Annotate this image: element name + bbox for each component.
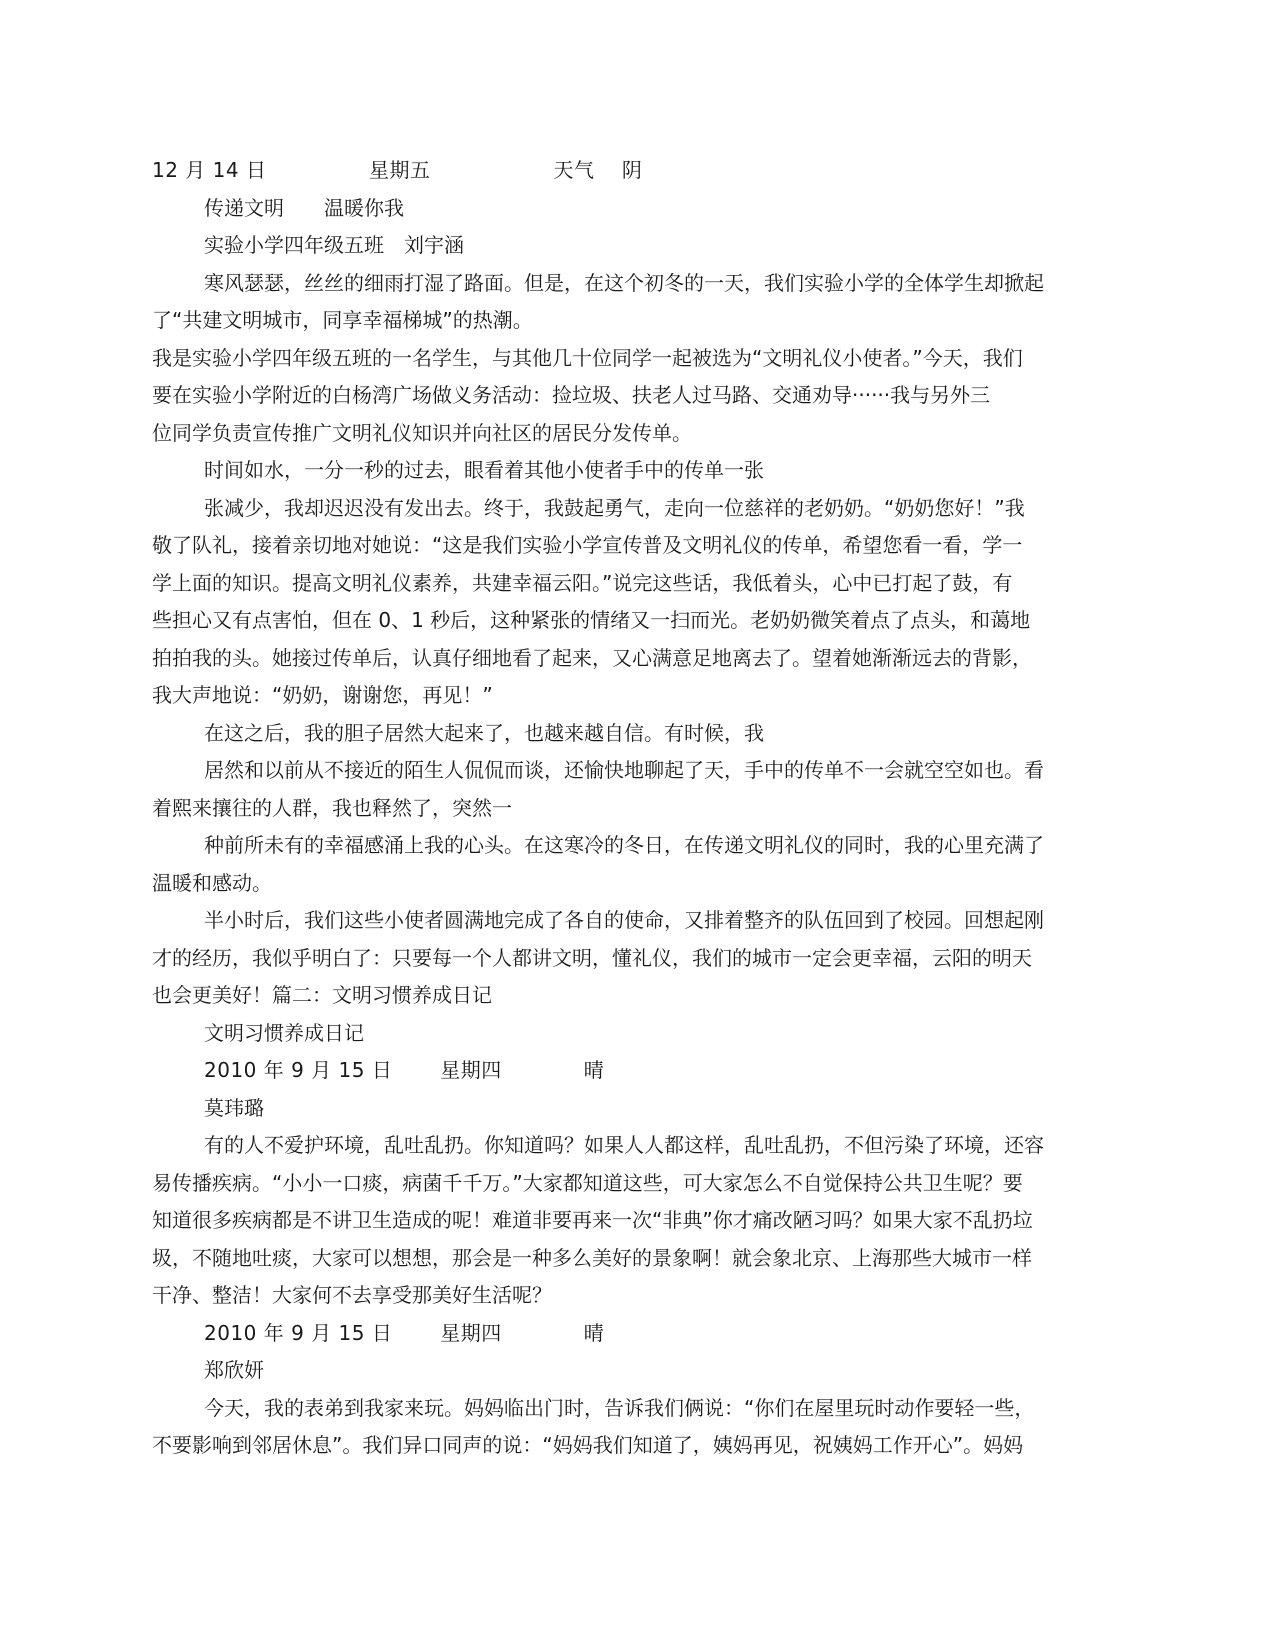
- section-title: 文明习惯养成日记: [204, 1020, 364, 1045]
- paragraph-line: 位同学负责宣传推广文明礼仪知识并向社区的居民分发传单。: [152, 420, 692, 445]
- paragraph-line: 敬了队礼，接着亲切地对她说：“这是我们实验小学宣传普及文明礼仪的传单，希望您看一看，学一: [152, 533, 1023, 557]
- paragraph-line: 才的经历，我似乎明白了：只要每一个人都讲文明，懂礼仪，我们的城市一定会更幸福，云阳的明天: [152, 945, 1032, 970]
- paragraph-line: 学上面的知识。提高文明礼仪素养，共建幸福云阳。”说完这些话，我低着头，心中已打起了鼓，有: [152, 570, 1013, 595]
- paragraph-line: 半小时后，我们这些小使者圆满地完成了各自的使命，又排着整齐的队伍回到了校园。回想起刚: [204, 908, 1044, 932]
- diary-date-line: 2010 年 9 月 15 日 星期四 晴: [204, 1058, 605, 1082]
- diary-author: 莫玮璐: [204, 1095, 264, 1120]
- document-body: [152, 152, 1122, 1465]
- paragraph-line: 些担心又有点害怕，但在 0、1 秒后，这种紧张的情绪又一扫而光。老奶奶微笑着点了点头，和蔼地: [152, 608, 1031, 632]
- paragraph-line: 着熙来攘往的人群，我也释然了，突然一: [152, 795, 512, 820]
- paragraph-line: 不要影响到邻居休息”。我们异口同声的说：“妈妈我们知道了，姨妈再见，祝姨妈工作开心”。妈妈: [152, 1433, 1024, 1457]
- paragraph-line: 知道很多疾病都是不讲卫生造成的呢！难道非要再来一次“非典”你才痛改陋习吗？如果大家不乱扔垃: [152, 1208, 1033, 1232]
- paragraph-line: 拍拍我的头。她接过传单后，认真仔细地看了起来，又心满意足地离去了。望着她渐渐远去的背影，: [152, 645, 1032, 670]
- paragraph-line: 有的人不爱护环境，乱吐乱扔。你知道吗？如果人人都这样，乱吐乱扔，不但污染了环境，还容: [204, 1133, 1044, 1157]
- paragraph-line: 也会更美好！篇二：文明习惯养成日记: [152, 983, 492, 1007]
- paragraph-line: 了“共建文明城市，同享幸福梯城”的热潮。: [152, 308, 533, 332]
- paragraph-line: 温暖和感动。: [152, 870, 272, 895]
- article-title: 传递文明 温暖你我: [204, 195, 404, 220]
- paragraph-line: 居然和以前从不接近的陌生人侃侃而谈，还愉快地聊起了天，手中的传单不一会就空空如也。看: [204, 758, 1044, 782]
- paragraph-line: 时间如水，一分一秒的过去，眼看着其他小使者手中的传单一张: [204, 458, 764, 482]
- diary-date-line: 2010 年 9 月 15 日 星期四 晴: [204, 1320, 605, 1345]
- paragraph-line: 我大声地说：“奶奶，谢谢您，再见！”: [152, 683, 493, 707]
- paragraph-line: 要在实验小学附近的白杨湾广场做义务活动：捡垃圾、扶老人过马路、交通劝导······我与另外三: [152, 383, 991, 407]
- paragraph-line: 在这之后，我的胆子居然大起来了，也越来越自信。有时候，我: [204, 720, 764, 745]
- paragraph-line: 张减少，我却迟迟没有发出去。终于，我鼓起勇气，走向一位慈祥的老奶奶。“奶奶您好！”我: [204, 495, 1025, 520]
- paragraph-line: 易传播疾病。“小小一口痰，病菌千千万。”大家都知道这些，可大家怎么不自觉保持公共卫生呢？要: [152, 1170, 1023, 1195]
- paragraph-line: 干净、整洁！大家何不去享受那美好生活呢？: [152, 1283, 552, 1307]
- paragraph-line: 我是实验小学四年级五班的一名学生，与其他几十位同学一起被选为“文明礼仪小使者。”今天，我们: [152, 345, 1023, 370]
- diary-date-line: 12 月 14 日 星期五 天气 阴: [152, 158, 643, 182]
- paragraph-line: 圾，不随地吐痰，大家可以想想，那会是一种多么美好的景象啊！就会象北京、上海那些大城市一样: [152, 1245, 1032, 1270]
- article-author: 实验小学四年级五班 刘宇涵: [204, 233, 464, 257]
- paragraph-line: 今天，我的表弟到我家来玩。妈妈临出门时，告诉我们俩说：“你们在屋里玩时动作要轻一些，: [204, 1395, 1035, 1420]
- paragraph-line: 寒风瑟瑟，丝丝的细雨打湿了路面。但是，在这个初冬的一天，我们实验小学的全体学生却掀起: [204, 270, 1044, 295]
- paragraph-line: 种前所未有的幸福感涌上我的心头。在这寒冷的冬日，在传递文明礼仪的同时，我的心里充满了: [204, 833, 1044, 857]
- diary-author: 郑欣妍: [204, 1358, 264, 1382]
